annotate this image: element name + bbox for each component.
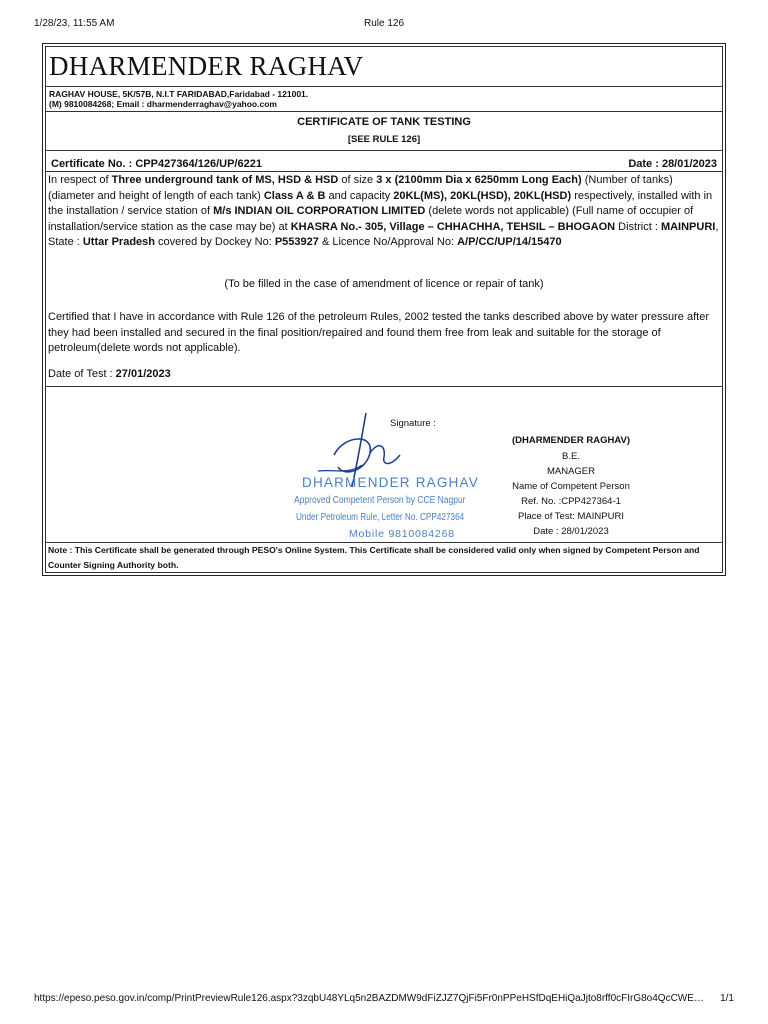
signature-label: Signature :: [390, 418, 436, 429]
stamp-name: DHARMENDER RAGHAV: [302, 475, 479, 490]
place-of-test: Place of Test: MAINPURI: [518, 511, 624, 522]
date-of-test: Date of Test : 27/01/2023: [48, 368, 171, 380]
certificate-inner-border: [45, 46, 723, 573]
competent-person-role: Name of Competent Person: [512, 481, 630, 492]
address-line-2: (M) 9810084268; Email : dharmenderraghav@yahoo.com: [49, 99, 277, 109]
letterhead-address-row: [46, 87, 722, 112]
location: KHASRA No.- 305, Village – CHHACHHA, TEHSIL – BHOGAON: [290, 220, 616, 233]
address-line-1: RAGHAV HOUSE, 5K/57B, N.I.T FARIDABAD,Faridabad - 121001.: [49, 89, 309, 99]
certificate-subtitle: [SEE RULE 126]: [347, 134, 421, 145]
page-number: 1/1: [720, 993, 734, 1004]
qualification: B.E.: [562, 451, 580, 462]
certificate-body: [46, 172, 722, 387]
print-url: https://epeso.peso.gov.in/comp/PrintPreviewRule126.aspx?3zqbU48YLq5n2BAZDMW9dFiZJZ7QjFi5Fr0nPPeHSfDqEHiQaJjto8rff0cFIrG8o4QcCWE…: [34, 993, 704, 1004]
reference-number: Ref. No. :CPP427364-1: [521, 496, 621, 507]
tank-size: 3 x (2100mm Dia x 6250mm Long Each): [376, 174, 582, 186]
amendment-note: (To be filled in the case of amendment of licence or repair of tank): [224, 278, 544, 290]
stamp-letter: Under Petroleum Rule, Letter No. CPP427364: [296, 512, 465, 523]
certificate-title-row: [46, 112, 722, 151]
tank-type: Three underground tank of MS, HSD & HSD: [111, 174, 339, 186]
district: MAINPURI: [660, 220, 716, 233]
certificate-number-row: [46, 151, 722, 172]
certificate-frame: [42, 43, 726, 576]
test-date-value: 27/01/2023: [115, 368, 171, 380]
tank-capacity: 20KL(MS), 20KL(HSD), 20KL(HSD): [393, 189, 572, 202]
state: Uttar Pradesh: [82, 236, 155, 248]
validity-note: Note : This Certificate shall be generated through PESO's Online System. This Certificate shall be considered valid only when signed by Competent Person and Counter Signing Authority both.: [48, 545, 700, 570]
tank-description-paragraph: In respect of Three underground tank of MS, HSD & HSD of size 3 x (2100mm Dia x 6250mm Long Each) (Number of tanks) (diameter and height of length of each tank) Class A & B and capacity 20KL(MS), 20KL(HSD), 20KL(HSD) respectively, installed with in the installation / service station of M/s INDIAN OIL CORPORATION LIMITED (delete words not applicable) (Full name of occupier of installation/service station as the case may be) at KHASRA No.- 305, Village – CHHACHHA, TEHSIL – BHOGAON District : MAINPURI, State : Uttar Pradesh covered by Dockey No: P553927 & Licence No/Approval No: A/P/CC/UP/14/15470: [48, 174, 719, 248]
certificate-title: CERTIFICATE OF TANK TESTING: [297, 116, 471, 128]
tank-class: Class A & B: [263, 189, 326, 202]
designation: MANAGER: [546, 466, 596, 477]
print-datetime: 1/28/23, 11:55 AM: [34, 18, 115, 29]
signature-date: Date : 28/01/2023: [533, 526, 609, 537]
occupier-name: M/s INDIAN OIL CORPORATION LIMITED: [213, 205, 426, 217]
stamp-mobile: Mobile 9810084268: [349, 528, 455, 540]
licence-number: A/P/CC/UP/14/15470: [457, 236, 562, 248]
letterhead-name: DHARMENDER RAGHAV: [49, 51, 364, 81]
certificate-date: Date : 28/01/2023: [628, 158, 717, 170]
certificate-number: Certificate No. : CPP427364/126/UP/6221: [51, 158, 262, 170]
competent-person-name: (DHARMENDER RAGHAV): [511, 435, 631, 446]
certification-paragraph: Certified that I have in accordance with Rule 126 of the petroleum Rules, 2002 tested the tanks described above by water pressure after they had been installed and secured in the final position/repaired and found them free from leak and suitable for the storage of petroleum(delete words not applicable).: [48, 311, 709, 354]
print-title: Rule 126: [363, 18, 405, 29]
letterhead-name-row: [46, 47, 722, 87]
stamp-approval: Approved Competent Person by CCE Nagpur: [294, 495, 466, 506]
dockey-number: P553927: [274, 236, 319, 248]
